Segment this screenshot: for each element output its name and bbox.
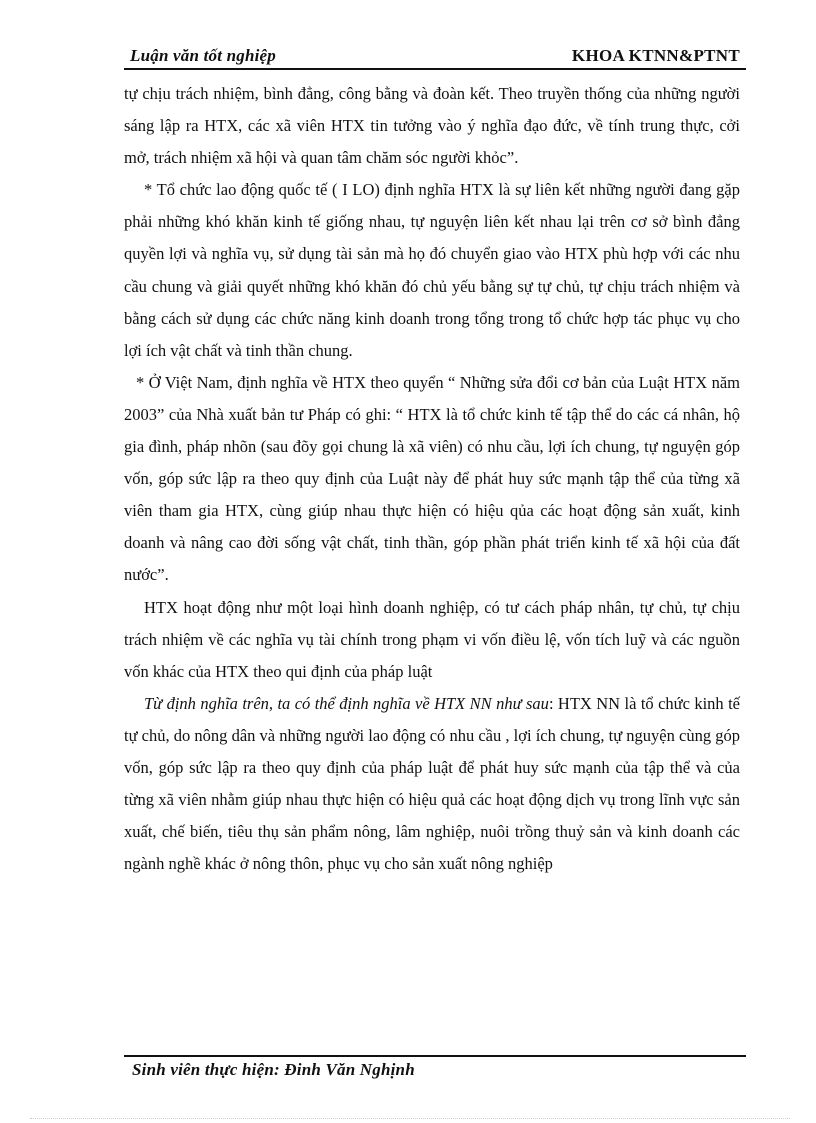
paragraph-5-lead: Từ định nghĩa trên, ta có thể định nghĩa về HTX NN như sau [144,693,549,713]
paragraph-4-enterprise: HTX hoạt động như một loại hình doanh nghiệp, có tư cách pháp nhân, tự chủ, tự chịu trách nhiệm về các nghĩa vụ tài chính trong phạm vi vốn điều lệ, vốn tích luỹ và các nguồn vốn khác của HTX theo qui định của pháp luật [124,597,740,681]
page-header [124,44,746,70]
page-edge-divider [30,1118,790,1119]
thesis-label: Luận văn tốt nghiệp [130,46,276,65]
paragraph-3-vietnam-definition: * Ở Việt Nam, định nghĩa về HTX theo quyển “ Những sửa đổi cơ bản của Luật HTX năm 2003” của Nhà xuất bản tư Pháp có ghi: “ HTX là tổ chức kinh tế tập thể do các cá nhân, hộ gia đình, pháp nhõn (sau đõy gọi chung là xã viên) có nhu cầu, lợi ích chung, tự nguyện góp vốn, góp sức lập ra theo quy định của Luật này để phát huy sức mạnh tập thể của từng xã viên tham gia HTX, cùng giúp nhau thực hiện có hiệu qủa các hoạt động sản xuất, kinh doanh và nâng cao đời sống vật chất, tinh thần, góp phần phát triển kinh tế xã hội của đất nước”. [124,372,740,585]
paragraph-2-ilo-definition: * Tổ chức lao động quốc tế ( I LO) định nghĩa HTX là sự liên kết những người đang gặp phải những khó khăn kinh tế giống nhau, tự nguyện liên kết nhau lại trên cơ sở bình đẳng quyền lợi và nghĩa vụ, sử dụng tài sản mà họ đó chuyển giao vào HTX phù hợp với các nhu cầu chung và giải quyết những khó khăn đó chủ yếu bằng sự tự chủ, tự chịu trách nhiệm và bằng cách sử dụng các chức năng kinh doanh trong tổng trong tổ chức hợp tác phục vụ cho lợi ích vật chất và tinh thần chung. [124,180,740,360]
footer-rule [124,1055,746,1057]
faculty-label: KHOA KTNN&PTNT [571,46,740,65]
body-text [124,78,740,880]
paragraph-5-body: : HTX NN là tổ chức kinh tế tự chủ, do nông dân và những người lao động có nhu cầu , lợi ích chung, tự nguyện cùng góp vốn, góp sức lập ra theo quy định của pháp luật để phát huy sức mạnh của tập thể và của từng xã viên nhằm giúp nhau thực hiện có hiệu quả các hoạt động dịch vụ trong lĩnh vực sản xuất, chế biến, tiêu thụ sản phẩm nông, lâm nghiệp, nuôi trồng thuỷ sản và kinh doanh các ngành nghề khác ở nông thôn, phục vụ cho sản xuất nông nghiệp [124,693,740,874]
page-footer: Sinh viên thực hiện: Đinh Văn Nghịnh [132,1060,415,1079]
paragraph-5-agri-definition [124,688,740,881]
paragraph-1: tự chịu trách nhiệm, bình đẳng, công bằng và đoàn kết. Theo truyền thống của những người sáng lập ra HTX, các xã viên HTX tin tưởng vào ý nghĩa đạo đức, về tính trung thực, cởi mở, trách nhiệm xã hội và quan tâm chăm sóc người khỏc”. [124,84,740,168]
